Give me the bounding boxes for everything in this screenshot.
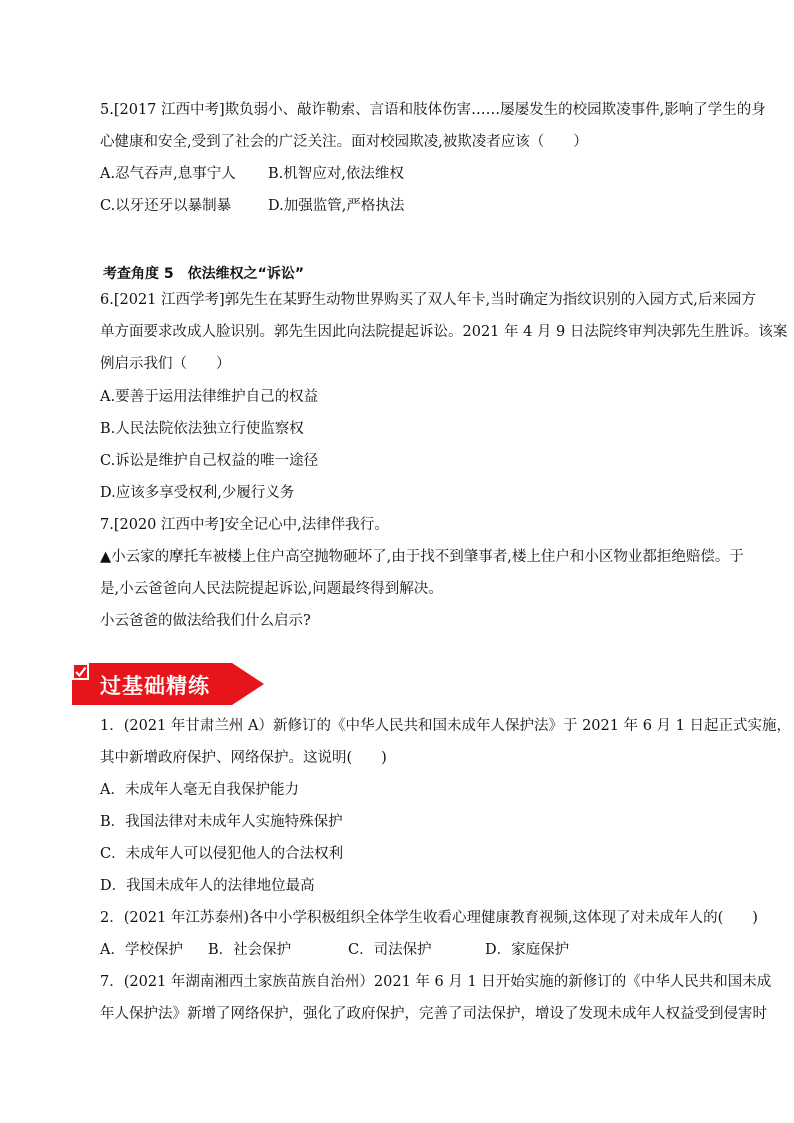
q6-stem-line3: 例启示我们（ ） bbox=[100, 356, 231, 372]
q7-question: 小云爸爸的做法给我们什么启示? bbox=[100, 613, 311, 629]
q6-stem-line2: 单方面要求改成人脸识别。郭先生因此向法院提起诉讼。2021 年 4 月 9 日法院终审判决郭先生胜诉。该案 bbox=[100, 324, 788, 340]
section-heading: 考查角度 5 依法维权之“诉讼” bbox=[103, 266, 305, 282]
p1-option-a: A．未成年人毫无自我保护能力 bbox=[100, 782, 299, 798]
q7-material-line1: ▲小云家的摩托车被楼上住户高空抛物砸坏了,由于找不到肇事者,楼上住户和小区物业都拒绝赔偿。于 bbox=[100, 549, 744, 565]
p2-option-c: C．司法保护 bbox=[348, 942, 432, 958]
p2-option-a: A．学校保护 bbox=[100, 942, 183, 958]
q5-option-c: C.以牙还牙以暴制暴 bbox=[100, 198, 232, 214]
checkbox-icon bbox=[72, 663, 89, 680]
q6-option-b: B.人民法院依法独立行使监察权 bbox=[100, 421, 304, 437]
q6-option-c: C.诉讼是维护自己权益的唯一途径 bbox=[100, 453, 319, 469]
p1-option-b: B．我国法律对未成年人实施特殊保护 bbox=[100, 814, 343, 830]
q6-option-d: D.应该多享受权利,少履行义务 bbox=[100, 485, 295, 501]
q5-stem-line1: 5.[2017 江西中考]欺负弱小、敲诈勒索、言语和肢体伤害……屡屡发生的校园欺凌事件,影响了学生的身 bbox=[100, 102, 766, 118]
p7-stem-line2: 年人保护法》新增了网络保护，强化了政府保护，完善了司法保护，增设了发现未成年人权益受到侵害时 bbox=[100, 1006, 767, 1022]
p1-option-c: C．未成年人可以侵犯他人的合法权利 bbox=[100, 846, 344, 862]
banner-title: 过基础精练 bbox=[100, 674, 210, 698]
practice-banner bbox=[72, 663, 264, 705]
q6-stem-line1: 6.[2021 江西学考]郭先生在某野生动物世界购买了双人年卡,当时确定为指纹识别的入园方式,后来园方 bbox=[100, 292, 756, 308]
q5-stem-line2: 心健康和安全,受到了社会的广泛关注。面对校园欺凌,被欺凌者应该（ ） bbox=[100, 134, 588, 150]
p2-stem: 2．(2021 年江苏泰州)各中小学积极组织全体学生收看心理健康教育视频,这体现了对未成年人的( ) bbox=[100, 910, 758, 926]
q6-option-a: A.要善于运用法律维护自己的权益 bbox=[100, 389, 319, 405]
p1-stem-line2: 其中新增政府保护、网络保护。这说明( ) bbox=[100, 750, 387, 766]
p7-stem-line1: 7．(2021 年湖南湘西土家族苗族自治州）2021 年 6 月 1 日开始实施的新修订的《中华人民共和国未成 bbox=[100, 974, 772, 990]
q7-material-line2: 是,小云爸爸向人民法院提起诉讼,问题最终得到解决。 bbox=[100, 581, 443, 597]
q5-option-a: A.忍气吞声,息事宁人 bbox=[100, 166, 236, 182]
q5-option-d: D.加强监管,严格执法 bbox=[268, 198, 405, 214]
p2-option-d: D．家庭保护 bbox=[485, 942, 570, 958]
p2-option-b: B．社会保护 bbox=[208, 942, 292, 958]
q5-option-b: B.机智应对,依法维权 bbox=[268, 166, 404, 182]
q7-stem-line1: 7.[2020 江西中考]安全记心中,法律伴我行。 bbox=[100, 517, 389, 533]
p1-option-d: D．我国未成年人的法律地位最高 bbox=[100, 878, 315, 894]
p1-stem-line1: 1．(2021 年甘肃兰州 A）新修订的《中华人民共和国未成年人保护法》于 2021 年 6 月 1 日起正式实施， bbox=[100, 718, 791, 734]
